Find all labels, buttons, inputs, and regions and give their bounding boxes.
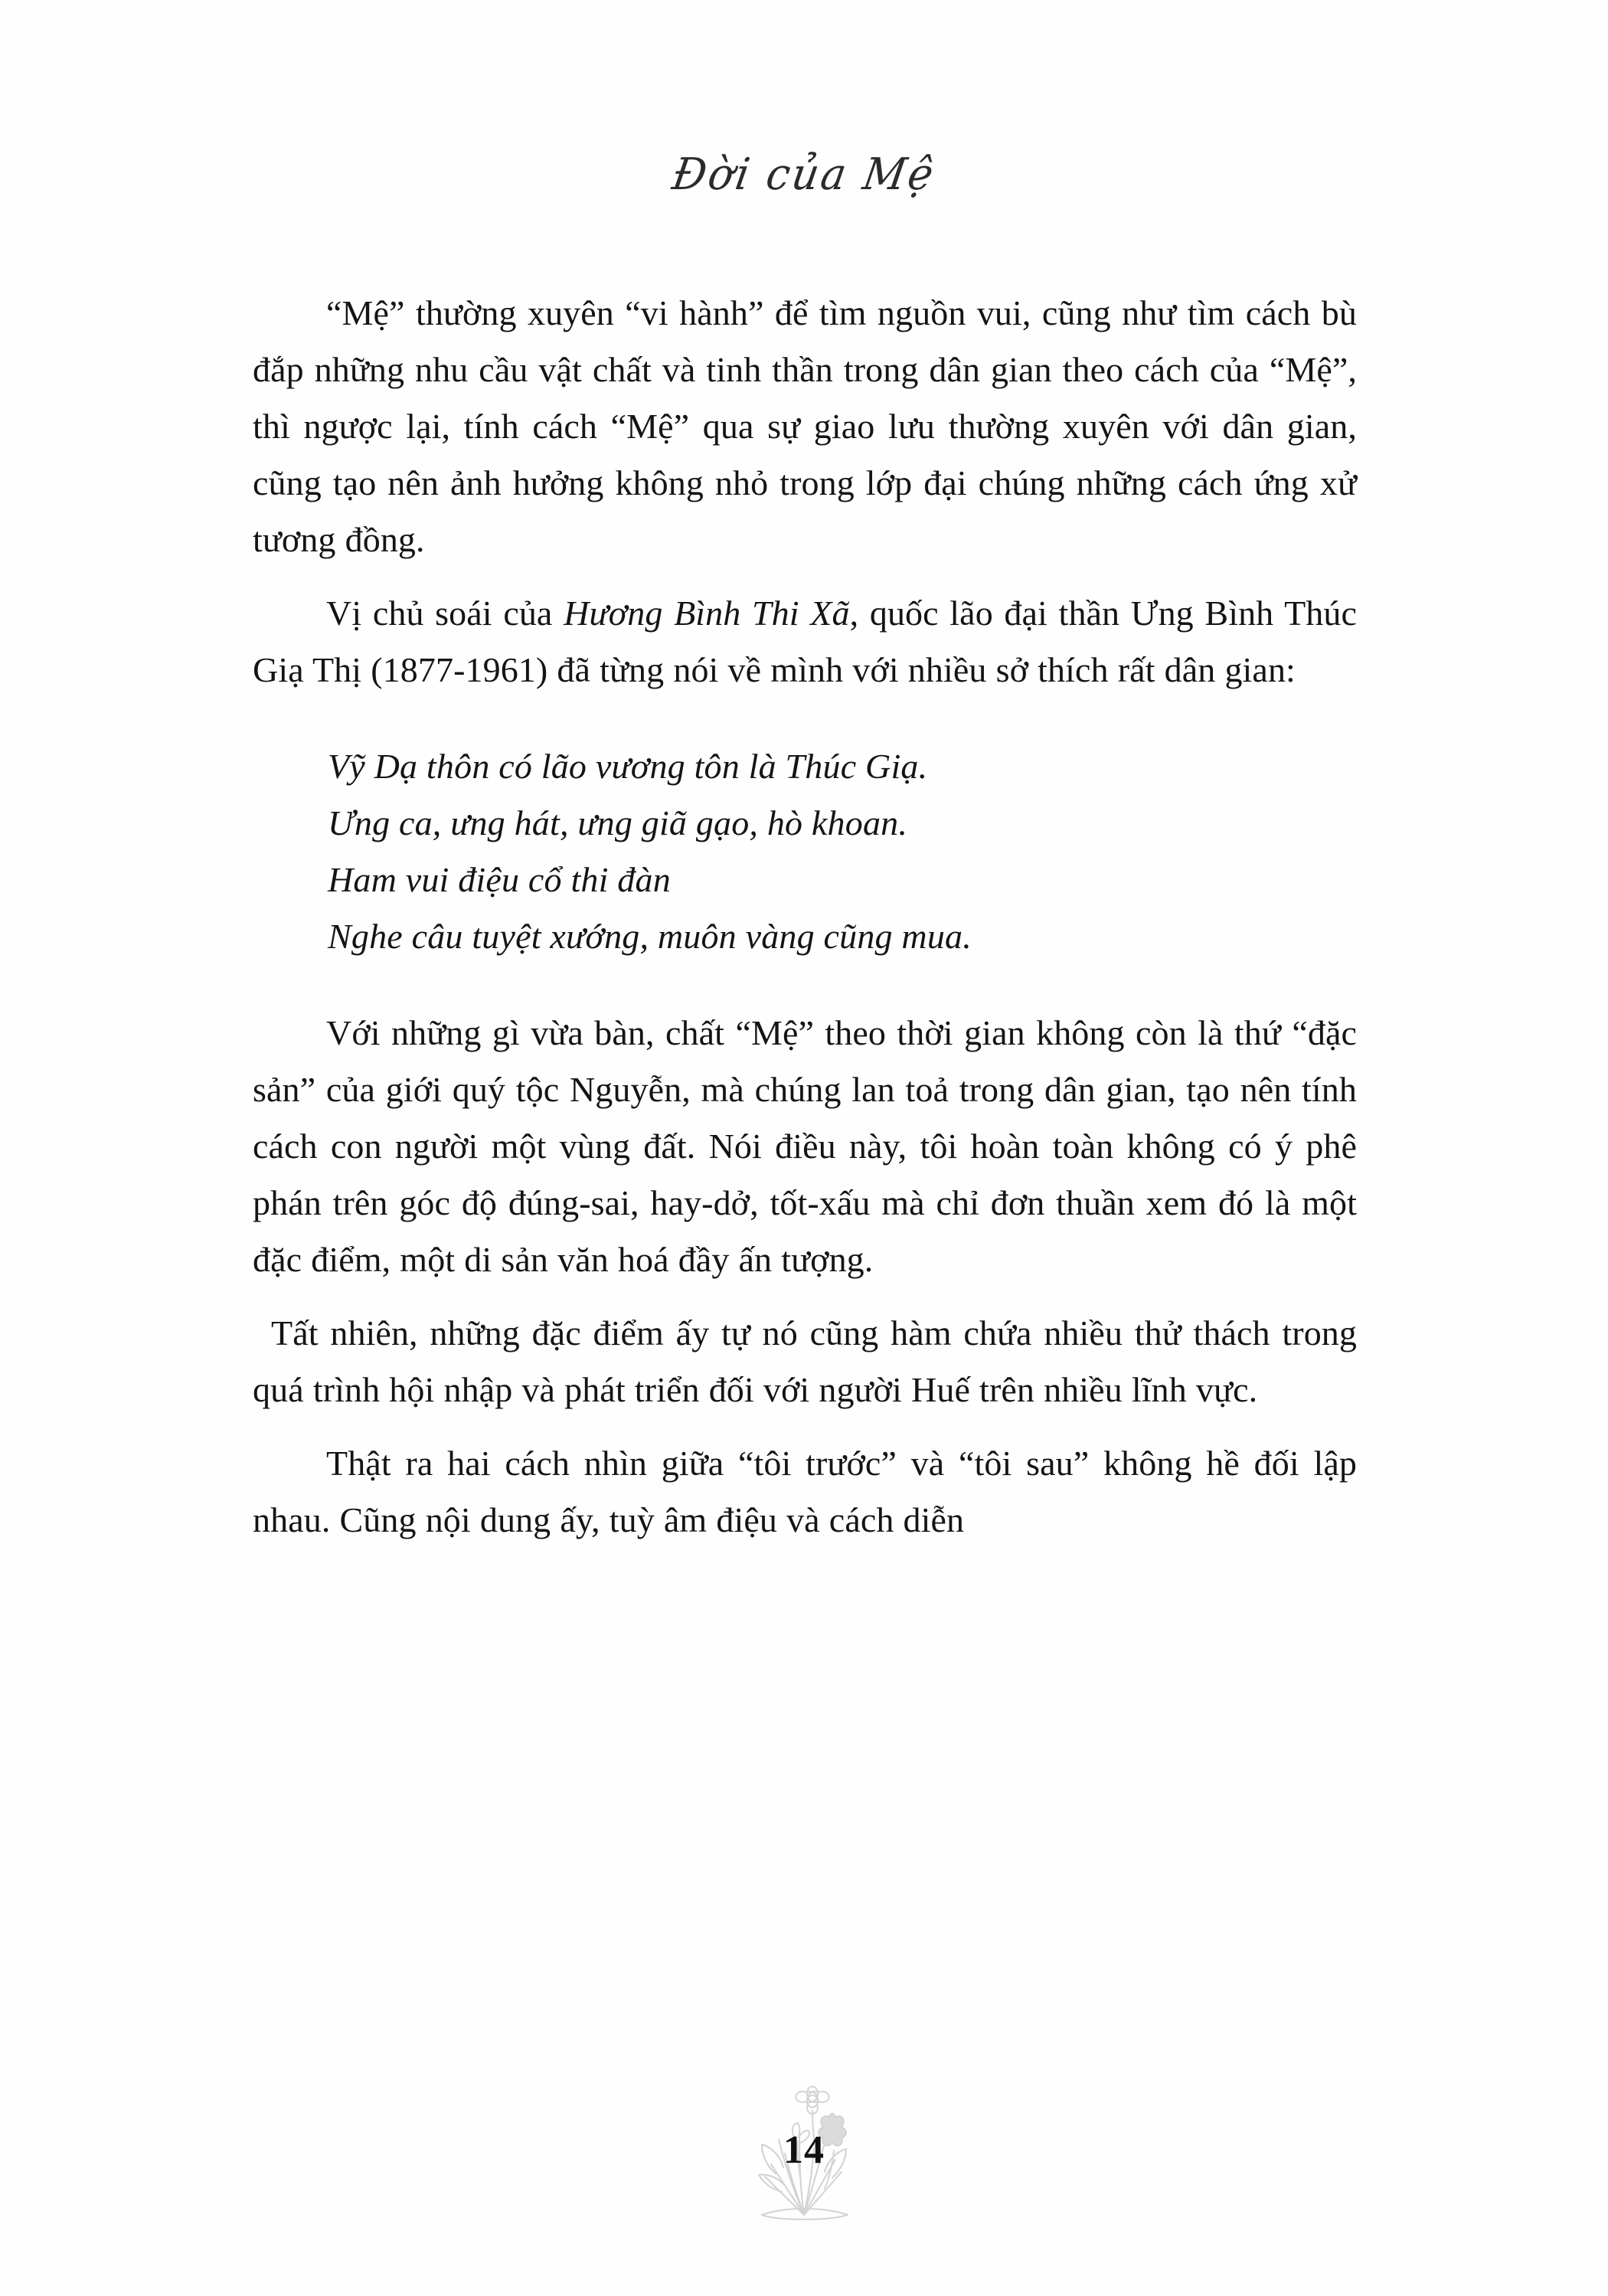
- verse-line: Nghe câu tuyệt xướng, muôn vàng cũng mua.: [328, 917, 972, 956]
- paragraph-2: [253, 585, 1357, 698]
- verse-line: Ham vui điệu cổ thi đàn: [328, 860, 671, 899]
- verse-line: Ưng ca, ưng hát, ưng giã gạo, hò khoan.: [328, 803, 908, 842]
- paragraph-1: “Mệ” thường xuyên “vi hành” để tìm nguồn vui, cũng như tìm cách bù đắp những nhu cầu vật chất và tinh thần trong dân gian theo cách của “Mệ”, thì ngược lại, tính cách “Mệ” qua sự giao lưu thường xuyên với dân gian, cũng tạo nên ảnh hưởng không nhỏ trong lớp đại chúng những cách ứng xử tương đồng.: [253, 293, 1357, 559]
- paragraph-4: Tất nhiên, những đặc điểm ấy tự nó cũng hàm chứa nhiều thử thách trong quá trình hội nhập và phát triển đối với người Huế trên nhiều lĩnh vực.: [253, 1313, 1357, 1409]
- paragraph-3: Với những gì vừa bàn, chất “Mệ” theo thời gian không còn là thứ “đặc sản” của giới quý tộc Nguyễn, mà chúng lan toả trong dân gian, tạo nên tính cách con người một vùng đất. Nói điều này, tôi hoàn toàn không có ý phê phán trên góc độ đúng-sai, hay-dở, tốt-xấu mà chỉ đơn thuần xem đó là một đặc điểm, một di sản văn hoá đầy ấn tượng.: [253, 1013, 1357, 1279]
- verse-block: [253, 738, 1357, 965]
- running-head: [0, 150, 1608, 227]
- page-number: 14: [783, 2128, 825, 2172]
- paragraph-2-tail: , quốc lão đại thần Ưng Bình Thúc Giạ Thị (1877-1961) đã từng nói về mình với nhiều sở thích rất dân gian:: [253, 594, 1357, 689]
- poetry-society-title: Hương Bình Thi Xã: [564, 594, 850, 633]
- paragraph-2-lead: Vị chủ soái của: [326, 594, 564, 633]
- text-column: [253, 285, 1357, 1549]
- paragraph-5: Thật ra hai cách nhìn giữa “tôi trước” và “tôi sau” không hề đối lập nhau. Cũng nội dung ấy, tuỳ âm điệu và cách diễn: [253, 1444, 1357, 1539]
- verse-line: Vỹ Dạ thôn có lão vương tôn là Thúc Giạ.: [328, 747, 928, 786]
- folio: [0, 2080, 1608, 2233]
- running-head-title: Đời của Mệ: [668, 149, 940, 200]
